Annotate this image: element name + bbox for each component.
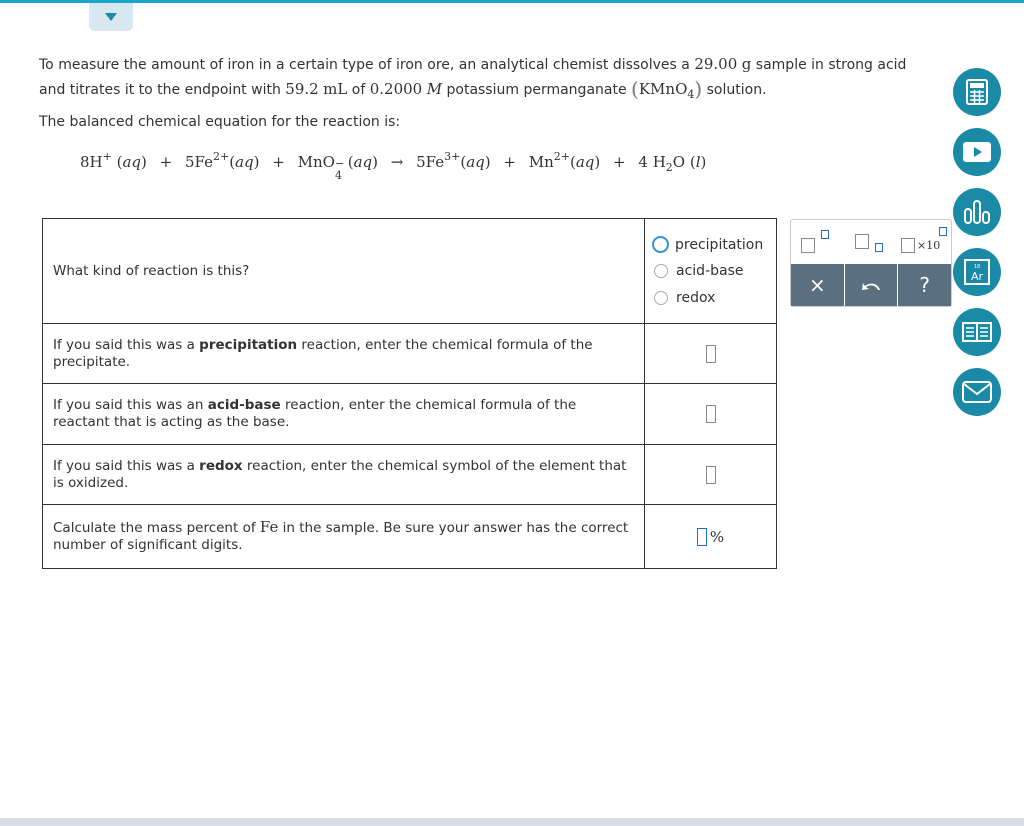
periodic-table-button[interactable] [953, 248, 1001, 296]
collapse-toggle[interactable] [89, 3, 133, 31]
calculator-button[interactable] [953, 68, 1001, 116]
top-accent-bar [0, 0, 1024, 3]
subscript-template-button[interactable] [855, 230, 887, 254]
table-row [43, 324, 777, 384]
undo-button[interactable] [845, 264, 899, 306]
base-formula-input[interactable] [706, 405, 716, 423]
balanced-equation: 8H+ $(aq) + 5Fe^{2+}(aq)$ + MnO − 4 $(aq) \to 5Fe^{3+}(aq) + Mn^{2+}(aq) + 4$ $H_2O$ (l) [80, 150, 707, 182]
question-base: If you said this was an acid-base reaction, enter the chemical formula of the reactant that is acting as the base. [43, 384, 645, 445]
undo-icon [860, 279, 882, 291]
table-row [43, 219, 777, 324]
reaction-type-options [645, 231, 776, 311]
chart-icon [962, 199, 992, 225]
permanganate-formula: KMnO$_4$ [638, 80, 695, 101]
table-row: Calculate the mass percent of Fe in the sample. Be sure your answer has the correct number of significant digits. % [43, 505, 777, 569]
mass-percent-input[interactable] [697, 528, 707, 546]
option-acid-base[interactable]: acid-base [654, 258, 776, 285]
question-table [42, 218, 777, 569]
svg-text:18: 18 [973, 264, 981, 270]
balanced-equation-label: The balanced chemical equation for the reaction is: [39, 114, 401, 130]
data-button[interactable] [953, 188, 1001, 236]
textbook-button[interactable] [953, 308, 1001, 356]
video-icon [962, 141, 992, 163]
message-button[interactable] [953, 368, 1001, 416]
table-row [43, 445, 777, 505]
table-row [43, 384, 777, 445]
svg-text:Ar: Ar [970, 270, 984, 283]
textbook-icon [962, 321, 992, 343]
oxidized-element-input[interactable] [706, 466, 716, 484]
video-button[interactable] [953, 128, 1001, 176]
precipitate-formula-input[interactable] [706, 345, 716, 363]
clear-button[interactable]: × [791, 264, 845, 306]
option-precipitation[interactable]: precipitation [654, 231, 776, 258]
help-button[interactable]: ? [919, 273, 930, 297]
periodic-table-icon [964, 259, 990, 285]
problem-statement: To measure the amount of iron in a certain type of iron ore, an analytical chemist dissolves a 29.00 g sample in strong acid and titrates it to the endpoint with 59.2 mL of 0.2000 M potassium permanganate (KMnO$_4$) solution. [39, 55, 907, 101]
option-redox[interactable]: redox [654, 284, 776, 311]
question-mass-percent: Calculate the mass percent of Fe in the sample. Be sure your answer has the correct number of significant digits. [43, 505, 645, 569]
radio-redox[interactable] [654, 291, 668, 305]
bottom-bar [0, 818, 1024, 826]
chevron-down-icon [105, 13, 117, 21]
question-reaction-type: What kind of reaction is this? [43, 219, 645, 324]
message-icon [962, 381, 992, 403]
superscript-template-button[interactable] [801, 230, 833, 254]
calculator-icon [965, 79, 989, 105]
question-precipitate: If you said this was a precipitation reaction, enter the chemical formula of the precipitate. [43, 324, 645, 384]
radio-precipitation[interactable] [652, 236, 669, 253]
math-palette [790, 219, 952, 307]
scientific-notation-button[interactable]: ×10 [901, 230, 949, 254]
question-oxidized: If you said this was a redox reaction, enter the chemical symbol of the element that is oxidized. [43, 445, 645, 505]
radio-acid-base[interactable] [654, 264, 668, 278]
